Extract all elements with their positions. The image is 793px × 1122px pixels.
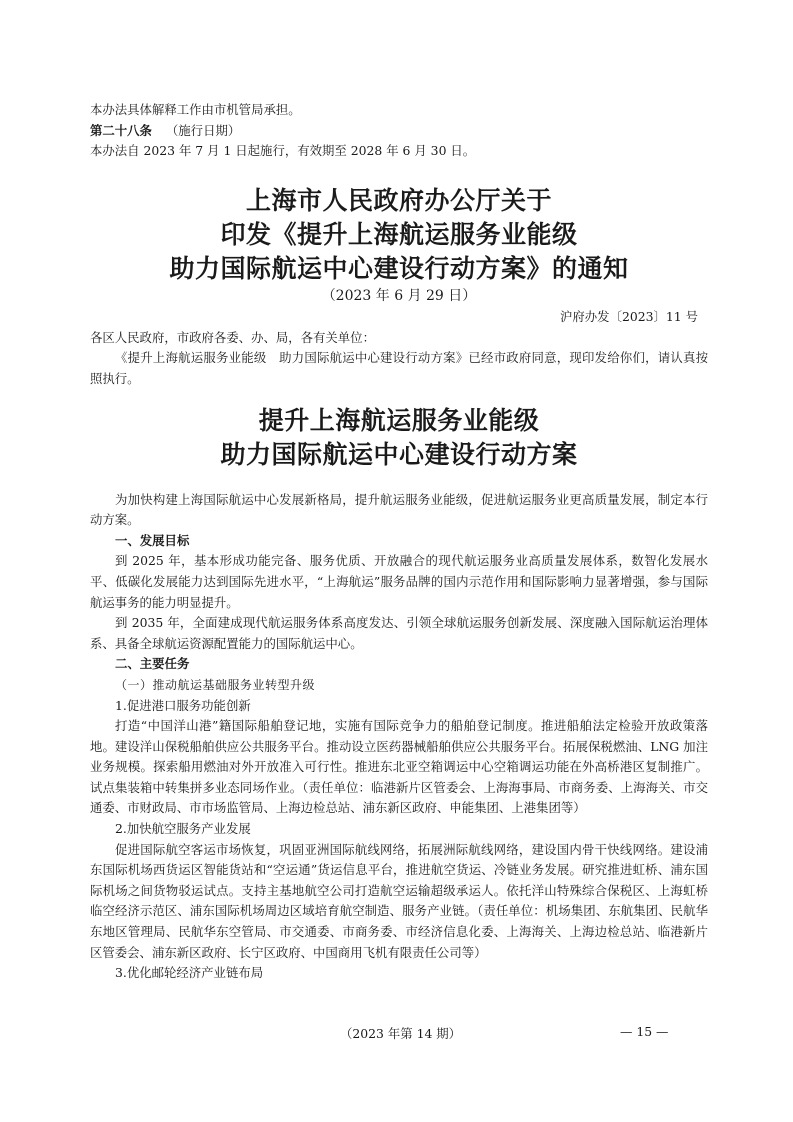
effective-date-line: 本办法自 2023 年 7 月 1 日起施行，有效期至 2028 年 6 月 30 日。 bbox=[90, 143, 476, 159]
plan-title-line-1: 提升上海航运服务业能级 bbox=[258, 405, 540, 435]
notice-title-line-2: 印发《提升上海航运服务业能级 bbox=[220, 219, 578, 249]
document-number: 沪府办发〔2023〕11 号 bbox=[560, 308, 698, 324]
notice-date: （2023 年 6 月 29 日） bbox=[321, 287, 477, 304]
section-1-paragraph-2: 到 2035 年，全面建成现代航运服务体系高度发达、引领全球航运服务创新发展、深度融入国际航运治理体系、具备全球航运资源配置能力的国际航运中心。 bbox=[90, 615, 708, 651]
item-2-body: 促进国际航空客运市场恢复，巩固亚洲国际航线网络，拓展洲际航线网络，建设国内骨干快线网络。建设浦东国际机场西货运区智能货站和“空运通”货运信息平台，推进航空货运、冷链业务发展。研究推进虹桥、浦东国际机场之间货物驳运试点。支持主基地航空公司打造航空运输超级承运人。依托洋山特殊综合保税区、上海虹桥临空经济示范区、浦东国际机场周边区域培育航空制造、服务产业链。（责任单位：机场集团、东航集团、民航华东地区管理局、民航华东空管局、市交通委、市商务委、市经济信息化委、上海海关、上海边检总站、临港新片区管委会、浦东新区政府、长宁区政府、中国商用飞机有限责任公司等） bbox=[90, 841, 708, 960]
section-1-paragraph-1: 到 2025 年，基本形成功能完备、服务优质、开放融合的现代航运服务业高质量发展体系，数智化发展水平、低碳化发展能力达到国际先进水平，“上海航运”服务品牌的国内示范作用和国际影响力显著增强，参与国际航运事务的能力明显提升。 bbox=[90, 553, 708, 610]
notice-title-line-1: 上海市人民政府办公厅关于 bbox=[245, 185, 552, 215]
section-1-title: 一、发展目标 bbox=[115, 532, 190, 548]
item-1-body: 打造“中国洋山港”籍国际船舶登记地，实施有国际竞争力的船舶登记制度。推进船舶法定检验开放政策落地。建设洋山保税船舶供应公共服务平台。推动设立医药器械船舶供应公共服务平台。拓展保税燃油、LNG 加注业务规模。探索船用燃油对外开放准入可行性。推进东北亚空箱调运中心空箱调运功能在外高桥港区复制推广。试点集装箱中转集拼多业态同场作业。（责任单位：临港新片区管委会、上海海事局、市商务委、上海海关、市交通委、市财政局、市市场监管局、上海边检总站、浦东新区政府、申能集团、上港集团等） bbox=[90, 718, 708, 816]
item-2-title: 2.加快航空服务产业发展 bbox=[115, 821, 251, 837]
issue-label: （2023 年第 14 期） bbox=[340, 1026, 462, 1041]
addressee: 各区人民政府，市政府各委、办、局，各有关单位： bbox=[90, 329, 375, 345]
item-3-title: 3.优化邮轮经济产业链布局 bbox=[115, 965, 264, 981]
plan-title-line-2: 助力国际航运中心建设行动方案 bbox=[220, 439, 578, 469]
article-heading bbox=[90, 121, 708, 142]
page-number: — 15 — bbox=[620, 1024, 669, 1039]
plan-intro: 为加快构建上海国际航运中心发展新格局，提升航运服务业能级，促进航运服务业更高质量发展，制定本行动方案。 bbox=[90, 491, 708, 528]
item-1-title: 1.促进港口服务功能创新 bbox=[115, 697, 251, 713]
interpretation-line: 本办法具体解释工作由市机管局承担。 bbox=[90, 102, 301, 117]
document-page bbox=[90, 100, 708, 984]
notice-body: 《提升上海航运服务业能级 助力国际航运中心建设行动方案》已经市政府同意，现印发给你们，请认真按照执行。 bbox=[90, 350, 708, 386]
section-2-title: 二、主要任务 bbox=[115, 656, 190, 672]
article-label: 第二十八条 bbox=[90, 122, 152, 138]
notice-title-line-3: 助力国际航运中心建设行动方案》的通知 bbox=[169, 253, 629, 283]
subsection-1-title: （一）推动航运基础服务业转型升级 bbox=[115, 677, 316, 692]
article-title: （施行日期） bbox=[165, 122, 241, 138]
